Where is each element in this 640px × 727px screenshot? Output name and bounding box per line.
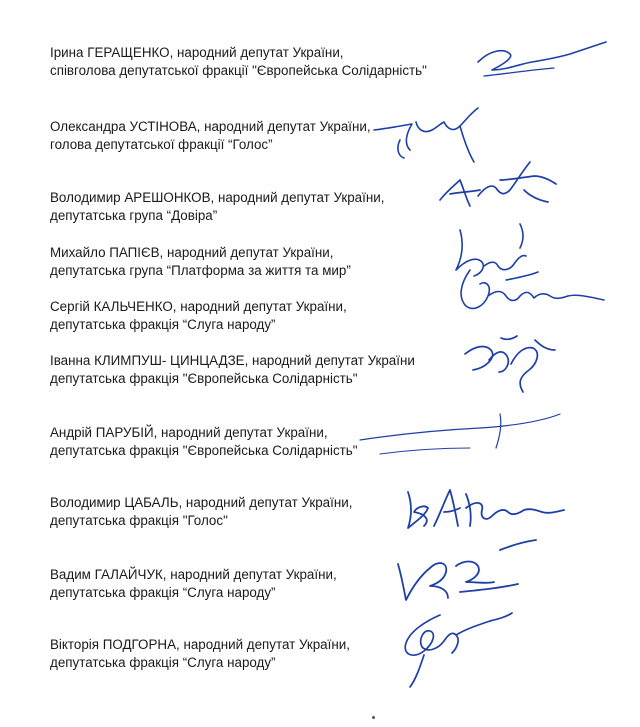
signatory-name-line: Вікторія ПОДГОРНА, народний депутат України, [50, 637, 350, 652]
signatory-name-line: Іванна КЛИМПУШ- ЦИНЦАДЗЕ, народний депутат України [50, 353, 415, 368]
handwritten-signature [390, 595, 520, 695]
signatory-name-line: Ірина ГЕРАЩЕНКО, народний депутат України, [50, 45, 344, 60]
signatory-name-line: Вадим ГАЛАЙЧУК, народний депутат України, [50, 567, 337, 582]
signatory-faction-line: депутатська фракція "Європейська Солідарність" [50, 371, 358, 386]
signatory-faction-line: депутатська фракція "Європейська Солідарність" [50, 443, 358, 458]
handwritten-signature [350, 400, 580, 470]
signatory-faction-line: депутатська фракція “Слуга народу” [50, 317, 276, 332]
signatory-faction-line: співголова депутатської фракції "Європейська Солідарність" [50, 63, 427, 78]
handwritten-signature [455, 320, 565, 400]
signatory-name-line: Володимир ЦАБАЛЬ, народний депутат України, [50, 495, 353, 510]
signatory-name-line: Олександра УСТІНОВА, народний депутат України, [50, 119, 371, 134]
signatory-name-line: Михайло ПАПІЄВ, народний депутат України, [50, 245, 334, 260]
ink-dot [372, 716, 375, 719]
signatory-faction-line: депутатська фракція “Слуга народу” [50, 655, 276, 670]
signatory-name-line: Андрій ПАРУБІЙ, народний депутат України, [50, 425, 328, 440]
signatory-entry [50, 298, 347, 334]
signatory-name-line: Володимир АРЕШОНКОВ, народний депутат України, [50, 190, 385, 205]
signatory-entry [50, 494, 352, 530]
signatory-entry [50, 44, 427, 80]
signatory-entry [50, 566, 337, 602]
signatory-entry [50, 636, 350, 672]
signatory-faction-line: голова депутатської фракції “Голос” [50, 137, 273, 152]
signatory-faction-line: депутатська група “Платформа за життя та мир” [50, 263, 351, 278]
signatory-entry [50, 424, 358, 460]
signatory-name-line: Сергій КАЛЬЧЕНКО, народний депутат України, [50, 299, 347, 314]
signatory-faction-line: депутатська група “Довіра” [50, 208, 218, 223]
signatory-faction-line: депутатська фракція “Слуга народу” [50, 585, 276, 600]
signatory-entry [50, 352, 415, 388]
handwritten-signature [470, 40, 610, 85]
signatory-faction-line: депутатська фракція "Голос" [50, 513, 228, 528]
signatory-entry [50, 189, 384, 225]
handwritten-signature [440, 260, 610, 320]
signatory-entry [50, 118, 371, 154]
signatory-entry [50, 244, 351, 280]
